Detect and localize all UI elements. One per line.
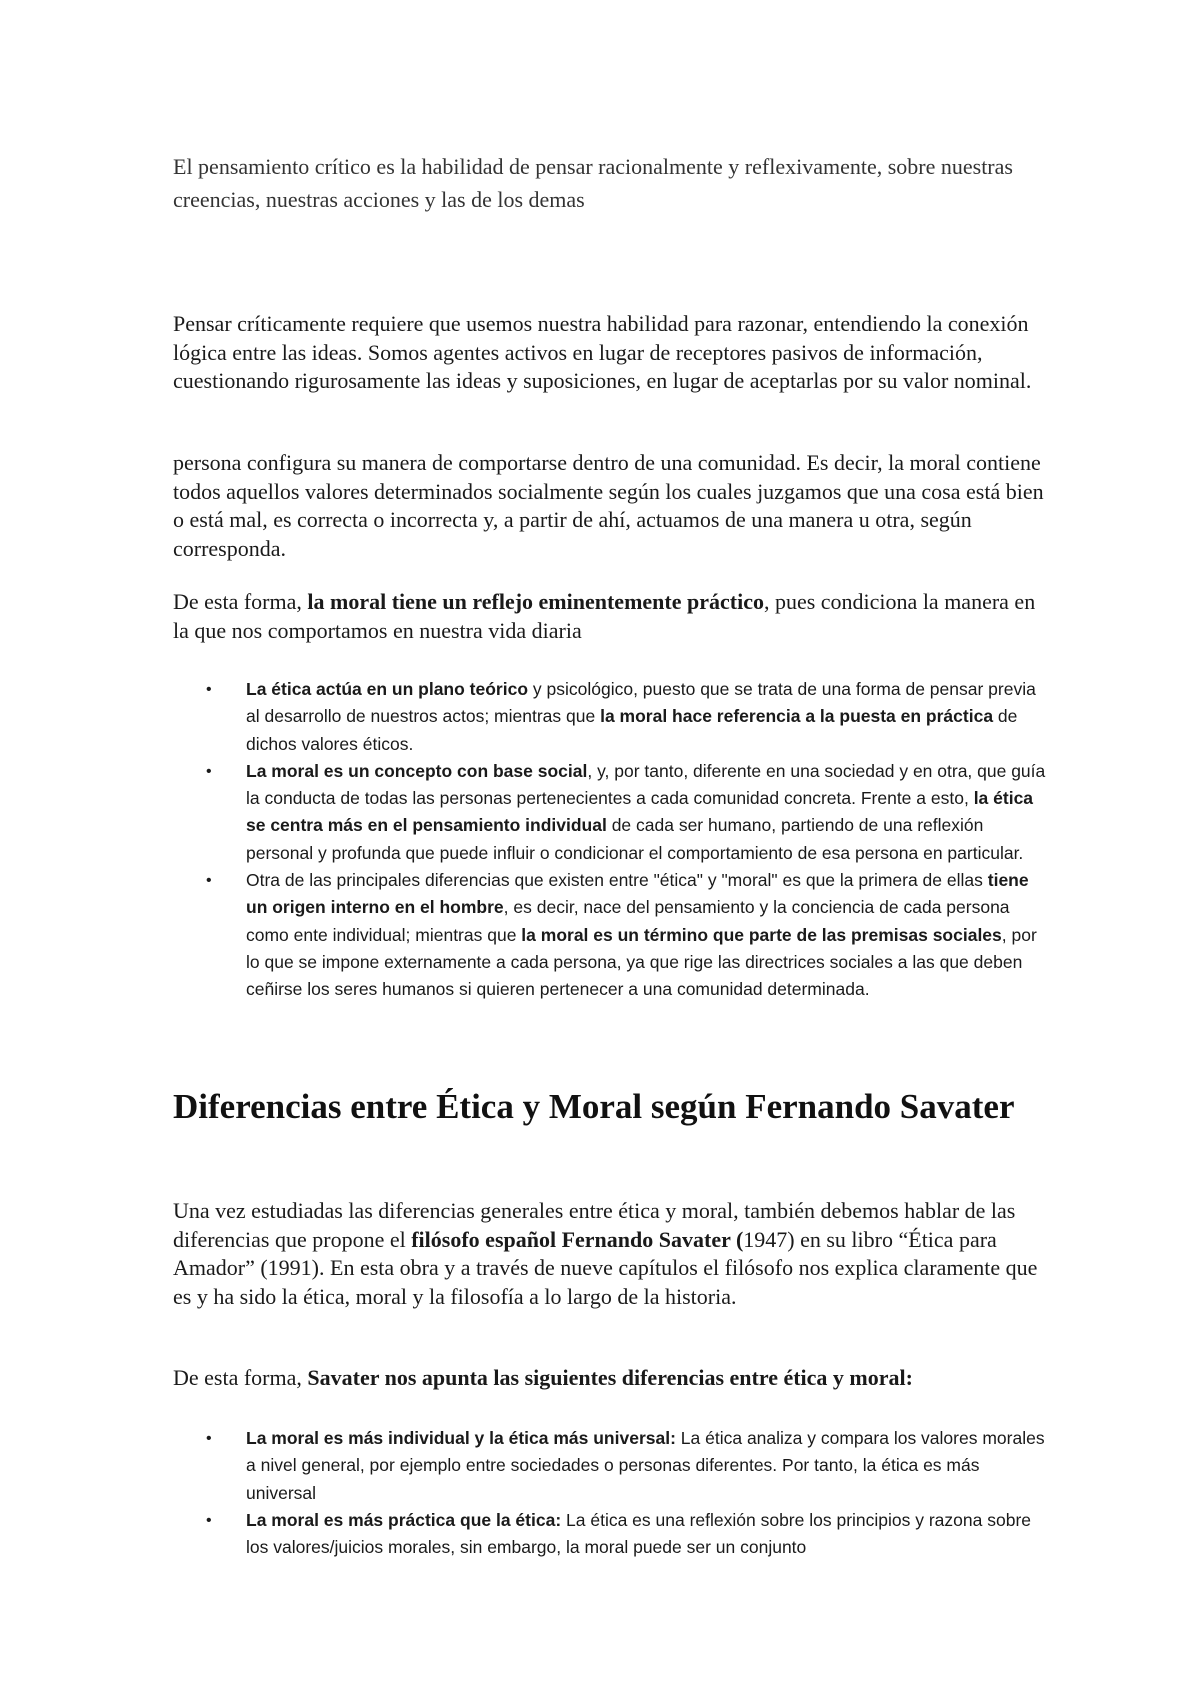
text-run: , es decir, nace del pensamiento y la conciencia de cada persona como ente individual; mientras que: [246, 897, 1010, 945]
list-item: [173, 1425, 1053, 1507]
practical-moral-paragraph: [173, 588, 1053, 645]
bold-run: la moral tiene un reflejo eminentemente práctico: [307, 589, 764, 614]
bullet-icon: •: [206, 681, 212, 698]
savater-differences-paragraph: [173, 1364, 1053, 1393]
section-heading: Diferencias entre Ética y Moral según Fernando Savater: [173, 1087, 1015, 1126]
text-run: , y, por tanto, diferente en una sociedad y en otra, que guía la conducta de todas las personas pertenecientes a cada comunidad concreta. Frente a esto,: [246, 760, 1046, 809]
bold-run: Savater nos apunta las siguientes diferencias entre ética y moral:: [307, 1365, 913, 1390]
bold-run: la ética se centra más en el pensamiento individual: [246, 788, 1034, 836]
text-run: de dichos valores éticos.: [246, 706, 1018, 754]
text-run: La ética analiza y compara los valores morales a nivel general, por ejemplo entre sociedades o personas diferentes. Por tanto, la ética es más universal: [246, 1428, 1045, 1503]
bullet-icon: •: [206, 1430, 212, 1447]
list-item: [173, 1507, 1053, 1562]
text-run: de cada ser humano, partiendo de una reflexión personal y profunda que puede influir o condicionar el comportamiento de esa persona en particular.: [246, 815, 1024, 863]
bold-run: la moral es un término que parte de las premisas sociales: [521, 924, 1002, 945]
list-item: [173, 867, 1053, 1003]
bullet-icon: •: [206, 872, 212, 890]
bold-run: La moral es más individual y la ética más universal:: [246, 1428, 676, 1448]
savater-differences-list: [173, 1425, 1053, 1561]
list-item: [173, 676, 1053, 758]
text-run: y psicológico, puesto que se trata de una forma de pensar previa al desarrollo de nuestros actos; mientras que: [246, 679, 1036, 727]
moral-definition-paragraph: persona configura su manera de comportarse dentro de una comunidad. Es decir, la moral contiene todos aquellos valores determinados socialmente según los cuales juzgamos que una cosa está bien o está mal, es correcta o incorrecta y, a partir de ahí, actuamos de una manera u otra, según corresponda.: [173, 450, 1044, 561]
bullet-icon: •: [206, 1511, 212, 1529]
text-run: De esta forma,: [173, 1365, 308, 1390]
intro-paragraph: El pensamiento crítico es la habilidad de pensar racionalmente y reflexivamente, sobre nuestras creencias, nuestras acciones y las de los demas: [173, 154, 1013, 212]
bold-run: La moral es más práctica que la ética:: [246, 1509, 562, 1530]
text-run: Una vez estudiadas las diferencias generales entre ética y moral, también debemos hablar de las diferencias que propone el: [173, 1198, 1016, 1252]
bold-run: tiene un origen interno en el hombre: [246, 870, 1029, 918]
bullet-icon: •: [206, 762, 212, 780]
text-run: , por lo que se impone externamente a cada persona, ya que rige las directrices sociales a las que deben ceñirse los seres humanos si quieren pertenecer a una comunidad determinada.: [246, 924, 1037, 1000]
ethics-moral-list: [173, 676, 1053, 1004]
text-run: Otra de las principales diferencias que existen entre "ética" y "moral" es que la primera de ellas: [246, 870, 988, 891]
bold-run: filósofo español Fernando Savater (: [411, 1226, 744, 1252]
text-run: La ética es una reflexión sobre los principios y razona sobre los valores/juicios morales, sin embargo, la moral puede ser un conjunto: [246, 1509, 1031, 1558]
bold-run: La moral es un concepto con base social: [246, 760, 588, 781]
critical-thinking-paragraph: Pensar críticamente requiere que usemos nuestra habilidad para razonar, entendiendo la conexión lógica entre las ideas. Somos agentes activos en lugar de receptores pasivos de información, cuestionando rigurosamente las ideas y suposiciones, en lugar de aceptarlas por su valor nominal.: [173, 311, 1032, 393]
text-run: De esta forma,: [173, 589, 308, 614]
bold-run: La ética actúa en un plano teórico: [246, 679, 529, 699]
list-item: [173, 758, 1053, 867]
text-run: , pues condiciona la manera en la que nos comportamos en nuestra vida diaria: [173, 589, 1036, 643]
bold-run: la moral hace referencia a la puesta en práctica: [600, 706, 994, 727]
savater-intro-paragraph: [173, 1197, 1053, 1311]
text-run: 1947) en su libro “Ética para Amador” (1991). En esta obra y a través de nueve capítulos el filósofo nos explica claramente que es y ha sido la ética, moral y la filosofía a lo largo de la historia.: [173, 1226, 1038, 1309]
